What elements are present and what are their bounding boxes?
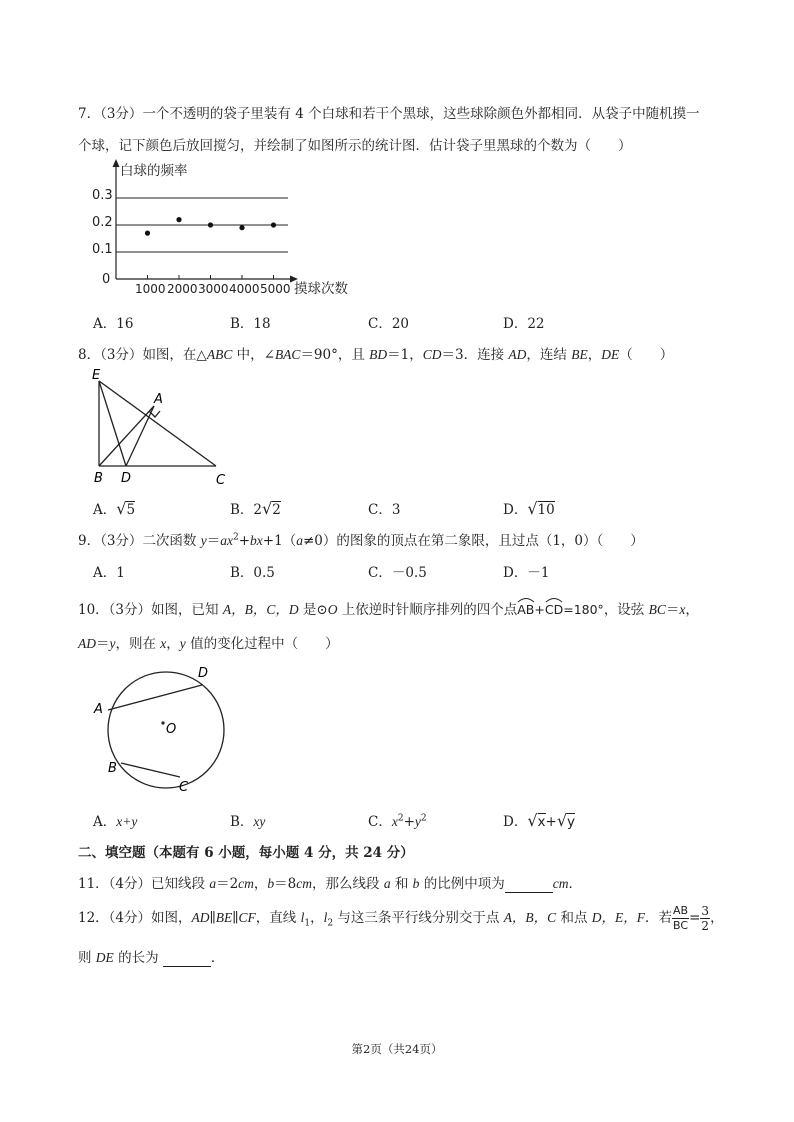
sqrt-symbol: √ [262,499,273,518]
option-letter: A． [93,502,117,518]
q9-text: + [238,533,251,549]
q9-option-c[interactable]: C．－0.5 [368,565,427,581]
q10-text: 值的变化过程中（ ） [185,636,339,652]
q11-var: a [383,876,391,891]
q11-text: ＝8 [274,876,297,892]
point-label-c: C [216,473,226,488]
center-point [161,721,164,724]
q12-text: 则 [78,950,96,966]
q10-option-d[interactable] [503,810,575,830]
q8-text: 如图，在△ [142,347,207,363]
exponent: 2 [420,813,427,824]
segment-ba [99,406,154,466]
q10-var: x [679,602,686,617]
point-label-a: A [154,392,163,407]
fraction-ab-bc [672,904,689,933]
radicand: x [537,814,546,830]
fraction-numerator: 3 [701,904,710,918]
q10-option-a[interactable] [93,810,137,830]
data-point [176,217,181,222]
q12-var: AD [191,910,210,925]
point-label-c: C [179,780,189,795]
option-letter: D． [503,814,528,830]
q10-var: y [109,636,116,651]
q8-var: BAC [274,347,301,362]
q12-var: A，B，C [503,910,557,925]
radicand: 10 [537,502,555,518]
x-tick-label: 1000 [135,282,166,296]
origin-label: 0 [102,272,111,287]
plus: + [403,814,415,830]
q10-line1 [78,598,699,618]
segment-da [126,406,154,466]
q10-text: ，则在 [115,636,161,652]
coefficient: 2 [253,502,263,518]
q10-var: y [179,636,186,651]
fraction-three-halves [700,904,710,933]
q10-number: 10．（3分） [78,602,152,618]
q11-unit: cm [238,876,254,891]
q12-subscript: 1 [304,918,311,929]
q12-var: CF [238,910,256,925]
arc-label: CD [544,602,564,617]
q8-var: ABC [206,347,233,362]
option-letter: C． [368,814,392,830]
option-var: x [391,814,398,829]
q12-text: 和点 [556,910,592,926]
q8-var: DE [601,347,620,362]
point-label-d: D [198,666,209,681]
q12-var: l [300,910,305,925]
q11-line [78,872,582,893]
x-tick-label: 3000 [198,282,229,296]
option-var: y [414,814,421,829]
q12-text: ． [210,950,225,966]
q11-text: 和 [390,876,413,892]
q12-text: ，直线 [255,910,301,926]
q12-text: ， [310,910,324,926]
chart-title: 白球的频率 [120,163,188,179]
data-point [271,222,276,227]
sqrt-symbol: √ [116,499,127,518]
q7-option-c[interactable]: C．20 [368,316,410,332]
radicand: y [567,814,576,830]
q11-text: 已知线段 [151,876,210,892]
q12-parallel: ∥ [209,910,216,926]
page-footer: 第2页（共24页） [351,1042,443,1056]
q9-exponent: 2 [232,532,239,543]
q9-var: a [296,533,303,548]
data-point [145,231,150,236]
plus: + [545,814,557,830]
q12-var: BE [215,910,233,925]
q11-answer-blank[interactable] [505,876,553,893]
q8-number: 8．（3分） [78,347,143,363]
chord-ad [108,685,202,710]
q9-text: +1（ [262,533,297,549]
q9-text: 二次函数 [142,533,201,549]
q12-text: 如图， [151,910,192,926]
fraction-numerator: AB [673,904,689,917]
arc-label: AB [517,602,535,617]
arc-mark [517,597,535,603]
option-letter: B． [230,814,254,830]
q7-number: 7．（3分） [78,106,143,122]
option-value: x+y [116,814,138,829]
q12-line1 [78,904,724,933]
chart-xlabel: 摸球次数 [294,281,348,297]
q10-var: O [327,602,338,617]
option-letter: D． [503,502,528,518]
q8-var: BD [369,347,388,362]
sqrt-symbol: √ [556,811,568,830]
q8-text: ＝3．连接 [441,347,509,363]
exponent: 2 [397,813,404,824]
point-label-a: A [94,702,103,717]
segment-ed [99,381,126,466]
q11-text: 的比例中项为 [419,876,505,892]
point-label-d: D [121,471,132,486]
point-label-e: E [92,368,101,383]
fraction-denominator: BC [673,919,689,932]
q12-text: 的长为 [113,950,163,966]
q10-var: BC [648,602,666,617]
q7-option-b[interactable]: B．18 [230,316,271,332]
q12-var: DE [95,950,114,965]
x-tick-label: 5000 [260,282,291,296]
fraction-denominator: 2 [701,919,710,933]
point-label-b: B [108,761,117,776]
y-tick-label: 0.3 [92,188,113,203]
q9-text: ＝ [206,533,221,549]
q10-var: A，B，C，D [222,602,299,617]
data-point [208,222,213,227]
q8-text: ＝1， [387,347,423,363]
arc-cd [545,602,563,617]
q11-var: a [209,876,217,891]
q10-text: 上依逆时针顺序排列的四个点 [337,602,518,618]
q8-var: AD [508,347,527,362]
q12-answer-blank[interactable] [163,950,211,967]
point-label-o: O [166,722,177,737]
q7-text: 一个不透明的袋子里装有 4 个白球和若干个黑球，这些球除颜色外都相同．从袋子中随机摸一 [142,106,700,122]
q12-line2 [78,946,224,967]
sqrt-symbol: √ [527,811,538,830]
q11-unit: cm [552,876,569,891]
q7-line1 [78,102,700,122]
q11-text: ，那么线段 [312,876,384,892]
q10-text: ，设弦 [603,602,649,618]
q12-parallel: ∥ [232,910,239,926]
q10-text: 是⊙ [298,602,328,618]
point-label-b: B [94,471,103,486]
radicand: 5 [126,502,136,518]
q8-text: ＝90°，且 [300,347,370,363]
q12-equals: = [689,910,701,926]
y-tick-label: 0.1 [92,242,113,257]
q9-var: bx [250,533,263,548]
x-tick-label: 4000 [229,282,260,296]
q12-text: ．若 [645,910,673,926]
q9-var: y [200,533,207,548]
q10-text: ＝ [96,636,110,652]
sqrt-symbol: √ [527,499,538,518]
option-value: xy [253,814,266,829]
q11-text: ， [253,876,268,892]
q7-frequency-chart [80,155,380,300]
q9-var: ax [220,533,233,548]
q12-subscript: 2 [327,918,334,929]
q10-circle-figure [88,660,228,800]
arc-expression [517,602,604,617]
q8-text: ， [587,347,602,363]
q12-var: l [323,910,328,925]
arc-ab [517,602,534,617]
option-letter: B． [230,502,254,518]
q8-option-c[interactable]: C．3 [368,502,401,518]
arc-mark [545,597,563,603]
q8-text: （ ） [619,347,674,363]
x-tick-label: 2000 [167,282,198,296]
q12-text: 与这三条平行线分别交于点 [333,910,504,926]
q10-text: ， [685,602,699,618]
q11-number: 11．（4分） [78,876,152,892]
q9-line [78,529,644,549]
option-letter: A． [93,814,117,830]
q10-text: 如图，已知 [151,602,223,618]
q7-option-a[interactable]: A．16 [93,316,134,332]
q8-var: BE [571,347,588,362]
q8-option-b[interactable] [230,498,281,518]
q8-line [78,343,673,363]
q8-option-d[interactable] [503,498,555,518]
q10-option-c[interactable] [368,810,427,830]
q7-option-d[interactable]: D．22 [503,316,545,332]
q7-text-cont: 个球，记下颜色后放回搅匀，并绘制了如图所示的统计图．估计袋子里黑球的个数为（ ） [78,138,632,154]
q8-var: CD [422,347,442,362]
q9-option-d[interactable]: D．－1 [503,565,550,581]
q11-var: b [412,876,420,891]
q9-text: ≠0）的图象的顶点在第二象限，且过点（1，0）（ ） [302,533,644,549]
q9-option-a[interactable]: A．1 [93,565,125,581]
arc-equals: =180° [563,602,604,617]
q12-text: ， [710,910,724,926]
q11-var: b [267,876,275,891]
q10-var: AD [78,636,96,651]
arc-plus: + [534,602,545,617]
data-point [239,225,244,230]
q12-var: D，E，F [591,910,646,925]
chart-y-arrow [113,159,120,167]
y-tick-label: 0.2 [92,215,113,230]
q11-unit: cm [296,876,313,891]
radicand: 2 [272,502,281,518]
q8-triangle-figure [88,365,238,490]
q10-text: ＝ [665,602,680,618]
q9-option-b[interactable]: B．0.5 [230,565,275,581]
q10-line2 [78,632,339,652]
q10-text: ， [166,636,180,652]
q7-line2 [78,134,632,154]
q11-text: ＝2 [216,876,239,892]
q8-text: ，连结 [526,347,572,363]
section-heading-fill-in: 二、填空题（本题有 6 小题，每小题 4 分，共 24 分） [78,845,414,861]
q8-text: 中，∠ [232,347,275,363]
q12-number: 12．（4分） [78,910,152,926]
q11-text: ． [568,876,582,892]
q8-option-a[interactable] [93,498,135,518]
q10-var: x [160,636,167,651]
q9-number: 9．（3分） [78,533,143,549]
q10-option-b[interactable] [230,810,265,830]
